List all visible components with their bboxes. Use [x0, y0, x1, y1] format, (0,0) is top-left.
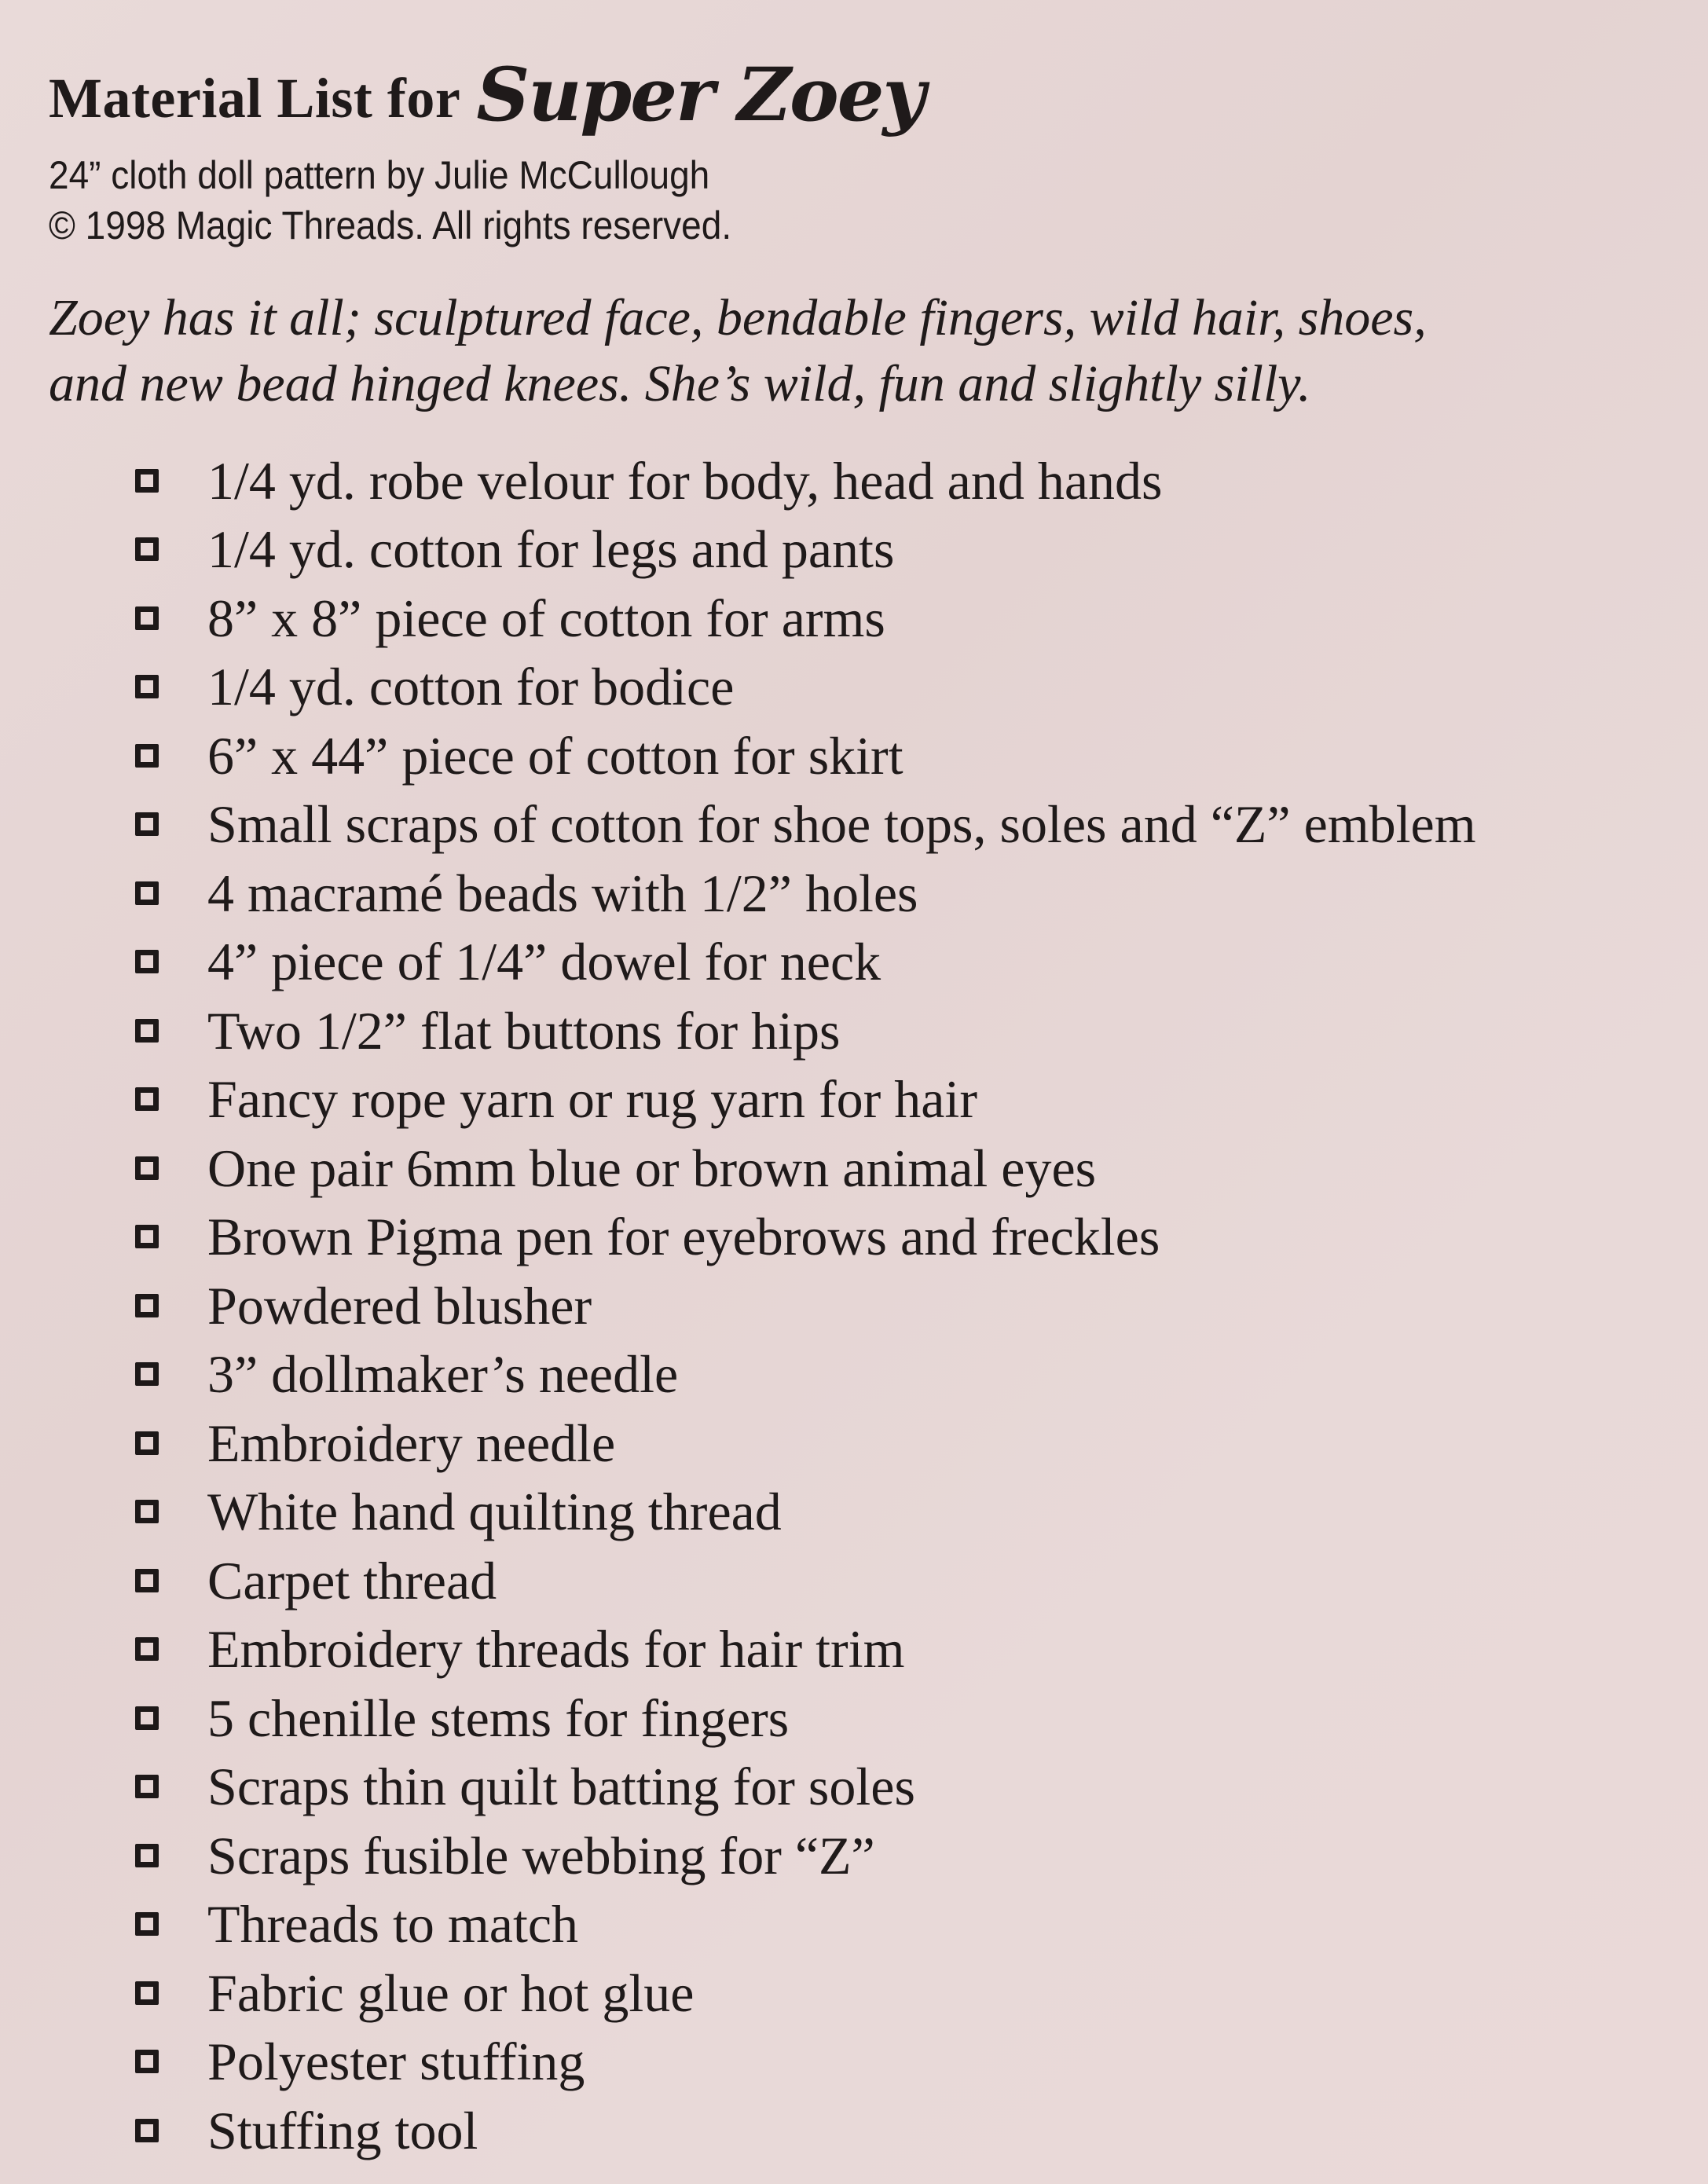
material-item-label: 8” x 8” piece of cotton for arms	[207, 588, 885, 648]
checkbox-icon[interactable]	[135, 1019, 159, 1043]
material-item	[135, 1271, 1476, 1340]
material-item-label: 1/4 yd. cotton for bodice	[207, 657, 735, 717]
checkbox-icon[interactable]	[135, 881, 159, 905]
material-item	[135, 515, 1476, 584]
material-item	[135, 1959, 1476, 2028]
material-item	[135, 1684, 1476, 1753]
checkbox-icon[interactable]	[135, 1362, 159, 1386]
material-item-label: Powdered blusher	[207, 1275, 592, 1336]
material-item	[135, 1065, 1476, 1134]
material-item	[135, 1478, 1476, 1547]
doll-name: Super Zoey	[476, 52, 925, 138]
material-item	[135, 1340, 1476, 1409]
checkbox-icon[interactable]	[135, 744, 159, 768]
pattern-subtitle: 24” cloth doll pattern by Julie McCullough	[49, 153, 710, 197]
checkbox-icon[interactable]	[135, 1637, 159, 1661]
material-item	[135, 928, 1476, 997]
material-item	[135, 2096, 1476, 2165]
checkbox-icon[interactable]	[135, 675, 159, 698]
material-item	[135, 996, 1476, 1065]
intro-line-2: and new bead hinged knees. She’s wild, fun and slightly silly.	[49, 355, 1311, 412]
material-item	[135, 859, 1476, 928]
checkbox-icon[interactable]	[135, 1156, 159, 1180]
title-prefix: Material List for	[49, 67, 461, 130]
material-item-label: 1/4 yd. cotton for legs and pants	[207, 519, 895, 580]
material-item	[135, 446, 1476, 515]
checkbox-icon[interactable]	[135, 1706, 159, 1730]
materials-checklist	[135, 446, 1476, 2165]
page-title	[49, 52, 925, 138]
material-item-label: Brown Pigma pen for eyebrows and freckles	[207, 1207, 1160, 1267]
checkbox-icon[interactable]	[135, 950, 159, 973]
checkbox-icon[interactable]	[135, 1087, 159, 1111]
checkbox-icon[interactable]	[135, 469, 159, 493]
material-item	[135, 790, 1476, 859]
material-item	[135, 1409, 1476, 1478]
checkbox-icon[interactable]	[135, 812, 159, 836]
material-item	[135, 721, 1476, 790]
material-item-label: Carpet thread	[207, 1550, 497, 1611]
material-item-label: 3” dollmaker’s needle	[207, 1344, 679, 1405]
material-item-label: Small scraps of cotton for shoe tops, soles and “Z” emblem	[207, 794, 1476, 855]
material-item-label: Two 1/2” flat buttons for hips	[207, 1000, 841, 1061]
checkbox-icon[interactable]	[135, 1569, 159, 1592]
checkbox-icon[interactable]	[135, 1912, 159, 1936]
material-item	[135, 1134, 1476, 1203]
copyright-line: © 1998 Magic Threads. All rights reserved.	[49, 203, 732, 247]
checkbox-icon[interactable]	[135, 1981, 159, 2005]
material-item	[135, 1546, 1476, 1615]
checkbox-icon[interactable]	[135, 1294, 159, 1317]
material-item	[135, 653, 1476, 722]
material-item-label: Fabric glue or hot glue	[207, 1962, 695, 2023]
intro-line-1: Zoey has it all; sculptured face, bendable fingers, wild hair, shoes,	[49, 289, 1427, 346]
material-item	[135, 1615, 1476, 1684]
checkbox-icon[interactable]	[135, 1500, 159, 1523]
material-item-label: Embroidery needle	[207, 1413, 616, 1473]
checkbox-icon[interactable]	[135, 1844, 159, 1867]
material-item-label: One pair 6mm blue or brown animal eyes	[207, 1138, 1097, 1198]
material-item-label: Polyester stuffing	[207, 2032, 585, 2092]
material-item-label: Scraps thin quilt batting for soles	[207, 1757, 915, 1817]
material-item-label: Scraps fusible webbing for “Z”	[207, 1825, 875, 1885]
material-item	[135, 584, 1476, 653]
material-item-label: 6” x 44” piece of cotton for skirt	[207, 725, 903, 786]
material-item	[135, 1890, 1476, 1959]
material-item	[135, 1203, 1476, 1272]
material-item	[135, 2028, 1476, 2097]
material-item-label: Embroidery threads for hair trim	[207, 1619, 905, 1680]
material-item-label: Stuffing tool	[207, 2100, 478, 2160]
checkbox-icon[interactable]	[135, 537, 159, 561]
material-item-label: White hand quilting thread	[207, 1482, 782, 1542]
material-item-label: Threads to match	[207, 1894, 579, 1955]
checkbox-icon[interactable]	[135, 1431, 159, 1455]
material-item-label: 4” piece of 1/4” dowel for neck	[207, 932, 881, 992]
checkbox-icon[interactable]	[135, 2119, 159, 2142]
material-item-label: 5 chenille stems for fingers	[207, 1687, 790, 1748]
material-item-label: 1/4 yd. robe velour for body, head and hands	[207, 450, 1163, 511]
material-item-label: 4 macramé beads with 1/2” holes	[207, 863, 918, 923]
material-item	[135, 1821, 1476, 1890]
material-item	[135, 1753, 1476, 1822]
checkbox-icon[interactable]	[135, 1225, 159, 1248]
checkbox-icon[interactable]	[135, 606, 159, 630]
material-item-label: Fancy rope yarn or rug yarn for hair	[207, 1069, 977, 1130]
checkbox-icon[interactable]	[135, 2050, 159, 2073]
checkbox-icon[interactable]	[135, 1775, 159, 1798]
